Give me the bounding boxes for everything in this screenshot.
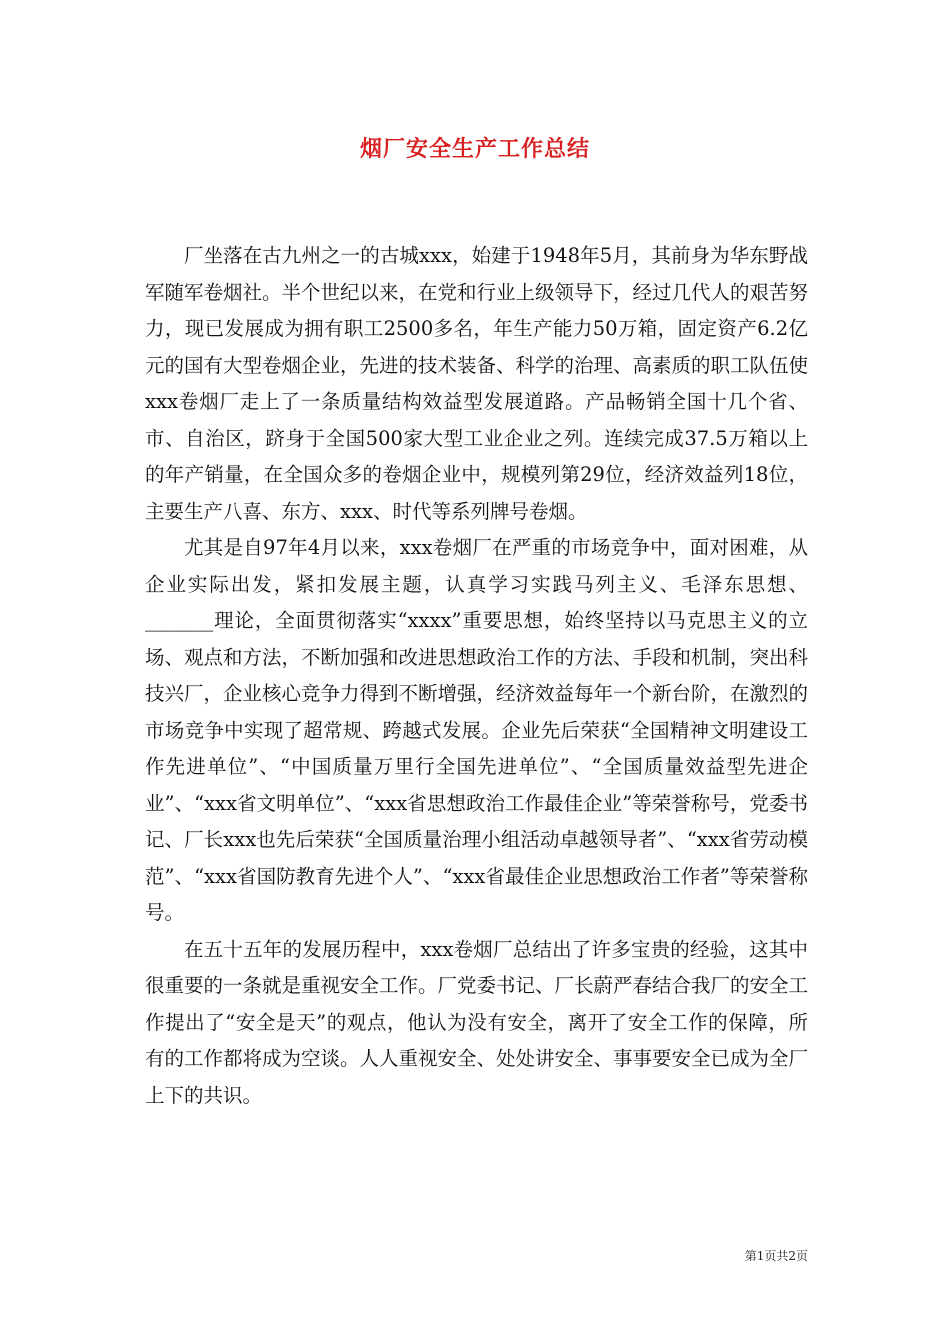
document-title: 烟厂安全生产工作总结 [359, 136, 590, 162]
paragraph-3: 在五十五年的发展历程中，xxx卷烟厂总结出了许多宝贵的经验，这其中很重要的一条就是重视安全工作。厂党委书记、厂长蔚严春结合我厂的安全工作提出了“安全是天”的观点，他认为没有安全，离开了安全工作的保障，所有的工作都将成为空谈。人人重视安全、处处讲安全、事事要安全已成为全厂上下的共识。 [145, 937, 809, 1107]
paragraph-1: 厂坐落在古九州之一的古城xxx，始建于1948年5月，其前身为华东野战军随军卷烟社。半个世纪以来，在党和行业上级领导下，经过几代人的艰苦努力，现已发展成为拥有职工2500多名，年生产能力50万箱，固定资产6.2亿元的国有大型卷烟企业，先进的技术装备、科学的治理、高素质的职工队伍使xxx卷烟厂走上了一条质量结构效益型发展道路。产品畅销全国十几个省、市、自治区，跻身于全国500家大型工业企业之列。连续完成37.5万箱以上的年产销量，在全国众多的卷烟企业中，规模列第29位，经济效益列18位，主要生产八喜、东方、xxx、时代等系列牌号卷烟。 [145, 244, 809, 523]
paragraph-2: 尤其是自97年4月以来，xxx卷烟厂在严重的市场竞争中，面对困难，从企业实际出发，紧扣发展主题，认真学习实践马列主义、毛泽东思想、_______理论，全面贯彻落实“xxxx”重要思想，始终坚持以马克思主义的立场、观点和方法，不断加强和改进思想政治工作的方法、手段和机制，突出科技兴厂，企业核心竞争力得到不断增强，经济效益每年一个新台阶，在激烈的市场竞争中实现了超常规、跨越式发展。企业先后荣获“全国精神文明建设工作先进单位”、“中国质量万里行全国先进单位”、“全国质量效益型先进企业”、“xxx省文明单位”、“xxx省思想政治工作最佳企业”等荣誉称号，党委书记、厂长xxx也先后荣获“全国质量治理小组活动卓越领导者”、“xxx省劳动模范”、“xxx省国防教育先进个人”、“xxx省最佳企业思想政治工作者”等荣誉称号。 [145, 536, 809, 924]
document-body [145, 238, 808, 1114]
page-number: 第1页共2页 [744, 1249, 808, 1263]
